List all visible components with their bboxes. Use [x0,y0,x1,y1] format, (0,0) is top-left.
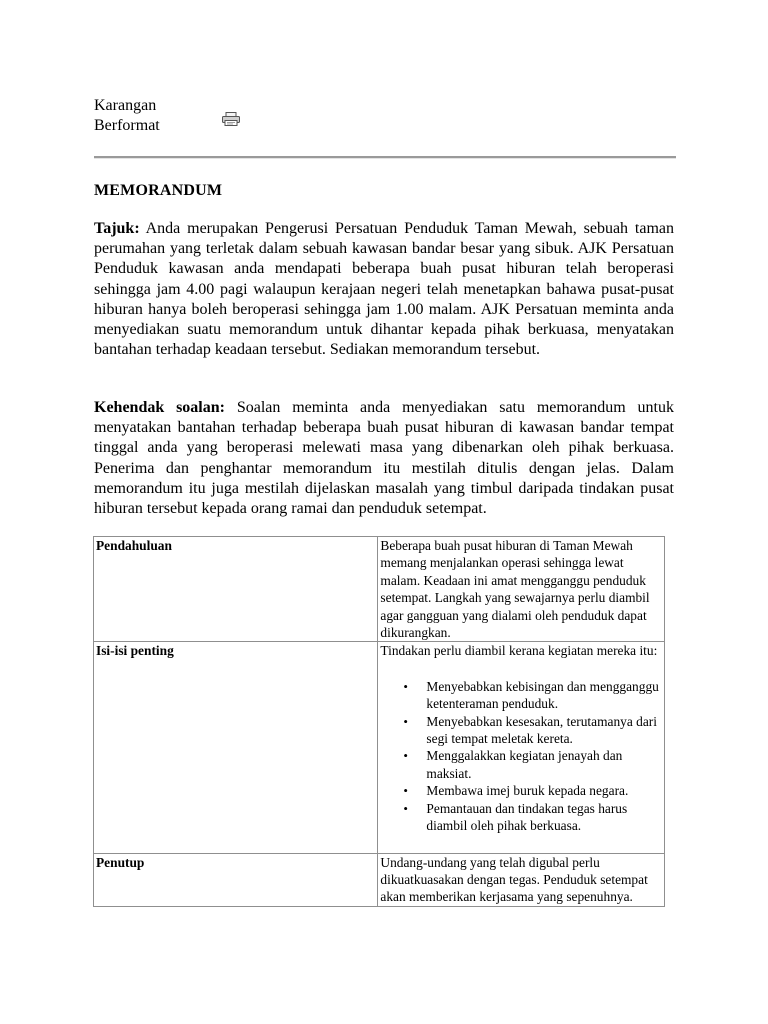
page-title [94,96,344,136]
row-content: Undang-undang yang telah digubal perlu dikuatkuasakan dengan tegas. Penduduk setempat akan memberikan kerjasama yang sepenuhnya. [378,853,665,906]
list-item: • Pemantauan dan tindakan tegas harus diambil oleh pihak berkuasa. [426,800,662,835]
list-item: • Menggalakkan kegiatan jenayah dan maksiat. [426,747,662,782]
printer-icon[interactable] [222,112,240,126]
list-item: • Menyebabkan kebisingan dan mengganggu ketenteraman penduduk. [426,678,662,713]
row-label: Isi-isi penting [94,642,378,853]
row-content [378,642,665,853]
question-text: Anda merupakan Pengerusi Persatuan Penduduk Taman Mewah, sebuah taman perumahan yang terletak dalam sebuah kawasan bandar besar yang sibuk. AJK Persatuan Penduduk kawasan anda mendapati beberapa buah pusat hiburan telah beroperasi sehingga jam 4.00 pagi walaupun kerajaan negeri telah menetapkan bahawa pusat-pusat hiburan hanya boleh beroperasi sehingga jam 1.00 malam. AJK Persatuan meminta anda menyediakan suatu memorandum untuk dihantar kepada pihak berkuasa, menyatakan bantahan terhadap keadaan tersebut. Sediakan memorandum tersebut. [94,220,674,359]
points-intro: Tindakan perlu diambil kerana kegiatan mereka itu: [380,643,658,659]
document-heading: MEMORANDUM [94,182,223,199]
table-row-conclusion [94,853,665,906]
page-header [94,96,344,136]
points-list [380,678,662,835]
table-row-introduction [94,537,665,642]
requirement-label: Kehendak soalan: [94,399,225,416]
requirement-paragraph [94,398,674,519]
list-item: • Menyebabkan kesesakan, terutamanya dari segi tempat meletak kereta. [426,713,662,748]
question-label: Tajuk: [94,220,140,237]
requirement-text: Soalan meminta anda menyediakan satu memorandum untuk menyatakan bantahan terhadap beberapa buah pusat hiburan di kawasan bandar tempat tinggal anda yang beroperasi melewati masa yang dibenarkan oleh pihak berkuasa. Penerima dan penghantar memorandum itu mestilah ditulis dengan jelas. Dalam memorandum itu juga mestilah dijelaskan masalah yang timbul daripada tindakan pusat hiburan tersebut kepada orang ramai dan penduduk setempat. [94,399,674,518]
essay-plan-table [93,536,665,907]
row-label: Pendahuluan [94,537,378,642]
row-label: Penutup [94,853,378,906]
row-content: Beberapa buah pusat hiburan di Taman Mewah memang menjalankan operasi sehingga lewat malam. Keadaan ini amat mengganggu penduduk setempat. Langkah yang sewajarnya perlu diambil agar gangguan yang dialami oleh penduduk dapat dikurangkan. [378,537,665,642]
horizontal-divider [94,156,676,159]
list-item: • Membawa imej buruk kepada negara. [426,782,662,799]
table-row-main-points [94,642,665,853]
title-line-1: Karangan [94,97,157,114]
title-line-2: Berformat [94,117,160,134]
question-paragraph [94,219,674,360]
